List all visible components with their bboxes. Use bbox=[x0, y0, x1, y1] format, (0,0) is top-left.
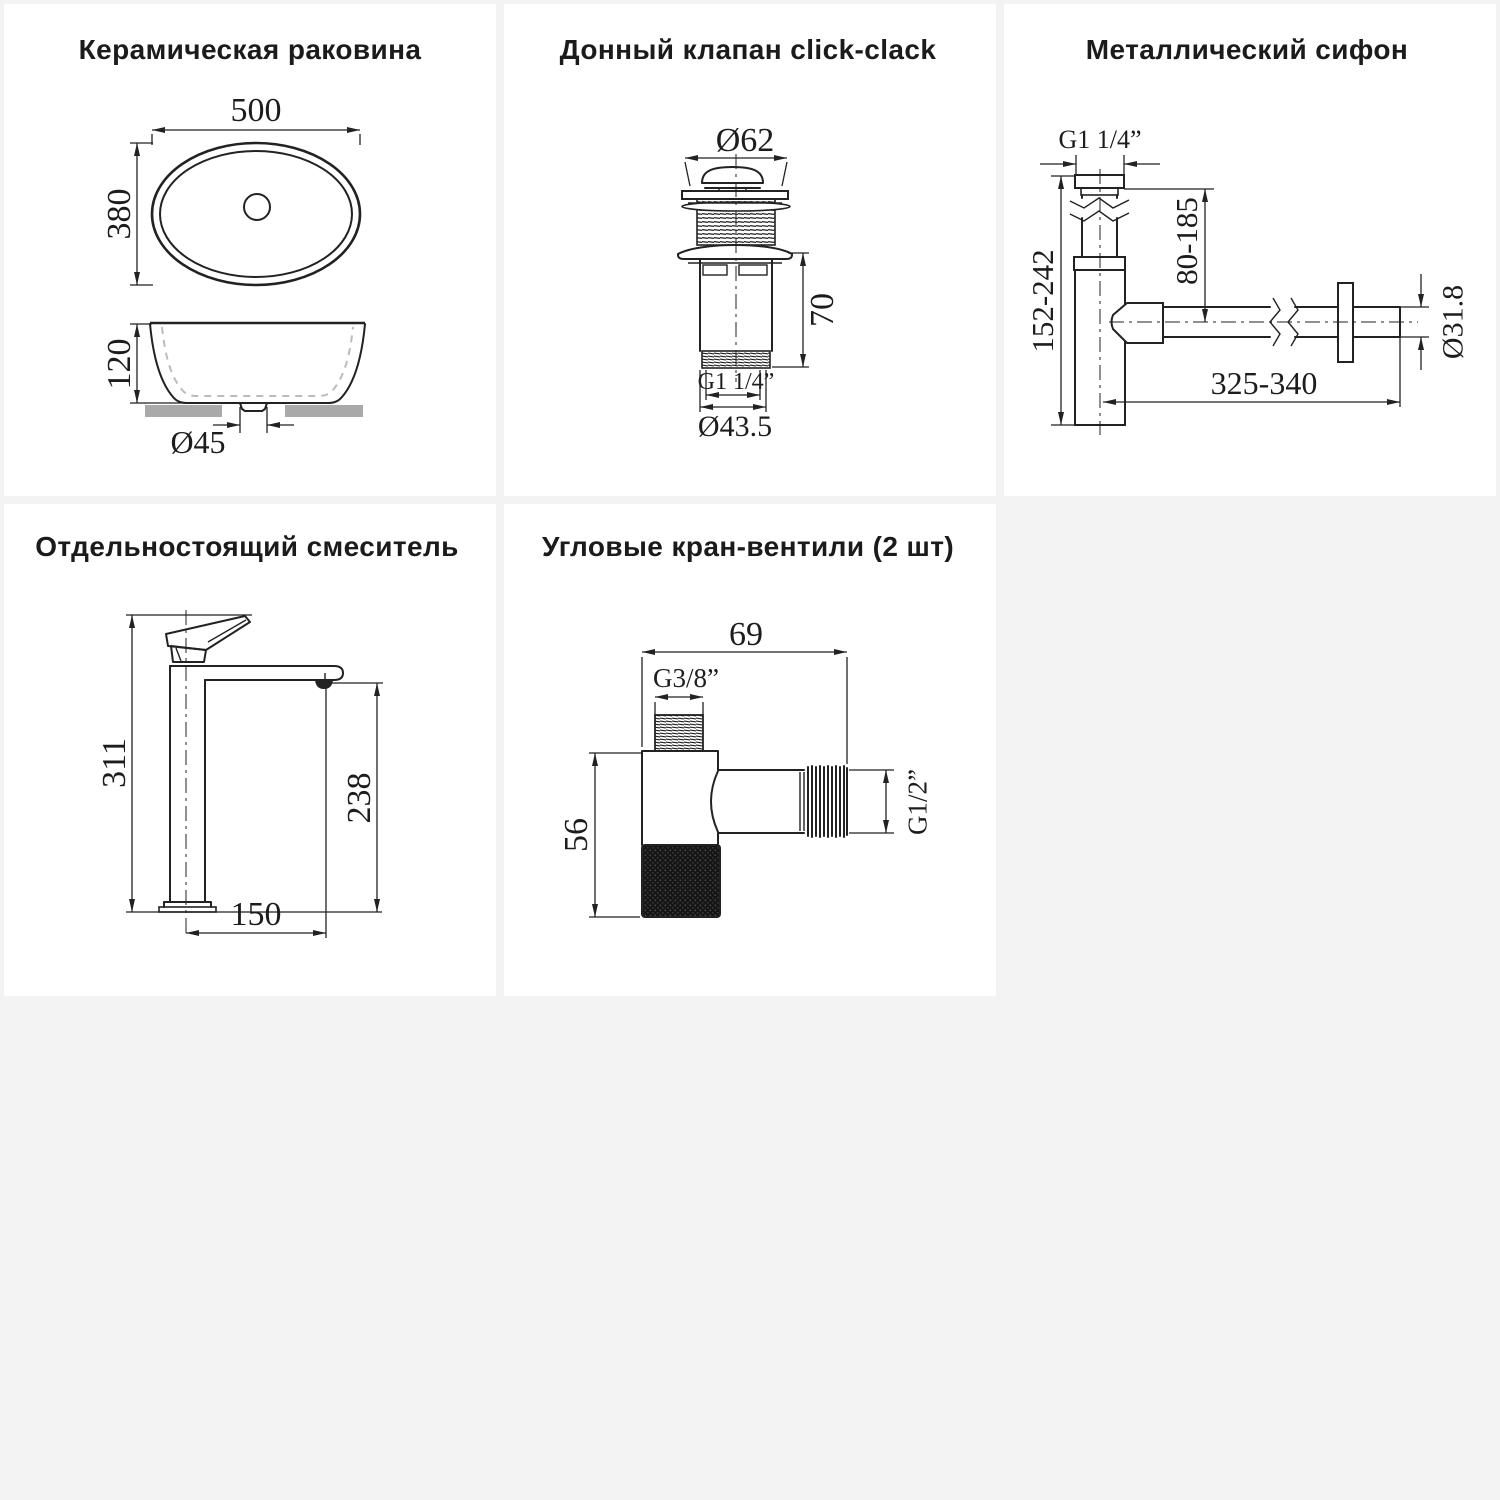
dim-angle-inlet-thread bbox=[653, 663, 719, 717]
angle-valve-body bbox=[642, 715, 847, 917]
dim-angle-width-label: 69 bbox=[729, 616, 763, 653]
mixer-drawing bbox=[4, 504, 496, 996]
panel-mixer-title: Отдельностоящий смеситель bbox=[35, 531, 459, 562]
mixer-body bbox=[159, 610, 343, 938]
dim-siphon-inlet-range-label: 80-185 bbox=[1168, 197, 1204, 285]
dim-sink-drain-label: Ø45 bbox=[170, 424, 226, 460]
panel-angle-valve-card bbox=[504, 504, 996, 996]
dim-siphon-inlet-thread-label: G1 1/4” bbox=[1058, 125, 1142, 154]
sink-left-pad bbox=[145, 405, 222, 417]
dim-siphon-pipe-diameter-label: Ø31.8 bbox=[1436, 284, 1470, 360]
dim-siphon-height-range-label: 152-242 bbox=[1024, 249, 1060, 353]
dim-siphon-inlet-thread bbox=[1040, 125, 1160, 174]
dim-sink-width bbox=[152, 92, 360, 145]
dim-angle-height-label: 56 bbox=[557, 818, 595, 852]
mixer-aerator bbox=[315, 680, 333, 689]
panel-sink-card bbox=[4, 4, 496, 496]
siphon-drawing bbox=[1004, 4, 1496, 496]
panel-drain-valve-title: Донный клапан click-clack bbox=[559, 34, 937, 65]
dim-mixer-spout-reach-label: 150 bbox=[230, 896, 282, 933]
angle-outlet-thread bbox=[808, 766, 844, 837]
panel-angle-valve-title: Угловые кран-вентили (2 шт) bbox=[541, 531, 955, 562]
dim-mixer-total-height bbox=[96, 615, 252, 912]
dim-valve-thread bbox=[698, 369, 775, 400]
dim-valve-height bbox=[772, 253, 841, 367]
panel-siphon-card bbox=[1004, 4, 1496, 496]
angle-valve-knurled-handle bbox=[642, 845, 720, 917]
dim-siphon-length-range bbox=[1103, 337, 1400, 407]
dim-angle-outlet-thread-label: G1/2” bbox=[902, 769, 933, 835]
drain-valve-drawing bbox=[504, 4, 996, 496]
dim-sink-width-label: 500 bbox=[230, 92, 282, 129]
panel-mixer-card bbox=[4, 504, 496, 996]
dim-sink-height-label: 120 bbox=[100, 338, 138, 390]
dim-sink-depth-label: 380 bbox=[100, 188, 138, 240]
dim-angle-height bbox=[558, 753, 641, 917]
panel-drain-valve-card bbox=[504, 4, 996, 496]
dim-angle-inlet-thread-label: G3/8” bbox=[653, 663, 719, 693]
dim-valve-thread-label: G1 1/4” bbox=[697, 369, 775, 395]
valve-body bbox=[678, 154, 792, 382]
dim-mixer-total-height-label: 311 bbox=[95, 738, 133, 788]
dim-valve-height-label: 70 bbox=[803, 293, 841, 327]
angle-valve-drawing bbox=[504, 504, 996, 996]
dim-sink-height bbox=[101, 324, 240, 403]
sink-top-view bbox=[152, 143, 360, 285]
dim-angle-outlet-thread bbox=[849, 769, 932, 835]
dim-siphon-height-range bbox=[1025, 176, 1076, 425]
dim-valve-cap-label: Ø62 bbox=[715, 122, 775, 159]
sink-drawing bbox=[4, 4, 496, 496]
dim-mixer-spout-height bbox=[126, 683, 383, 912]
dim-siphon-length-range-label: 325-340 bbox=[1210, 365, 1318, 401]
panel-siphon-title: Металлический сифон bbox=[1085, 34, 1409, 65]
dim-sink-depth bbox=[101, 143, 153, 285]
sink-right-pad bbox=[285, 405, 363, 417]
panel-sink-title: Керамическая раковина bbox=[78, 34, 422, 65]
dim-mixer-spout-reach bbox=[186, 687, 326, 938]
dim-valve-diameter-label: Ø43.5 bbox=[697, 410, 773, 443]
dim-mixer-spout-height-label: 238 bbox=[340, 772, 378, 824]
